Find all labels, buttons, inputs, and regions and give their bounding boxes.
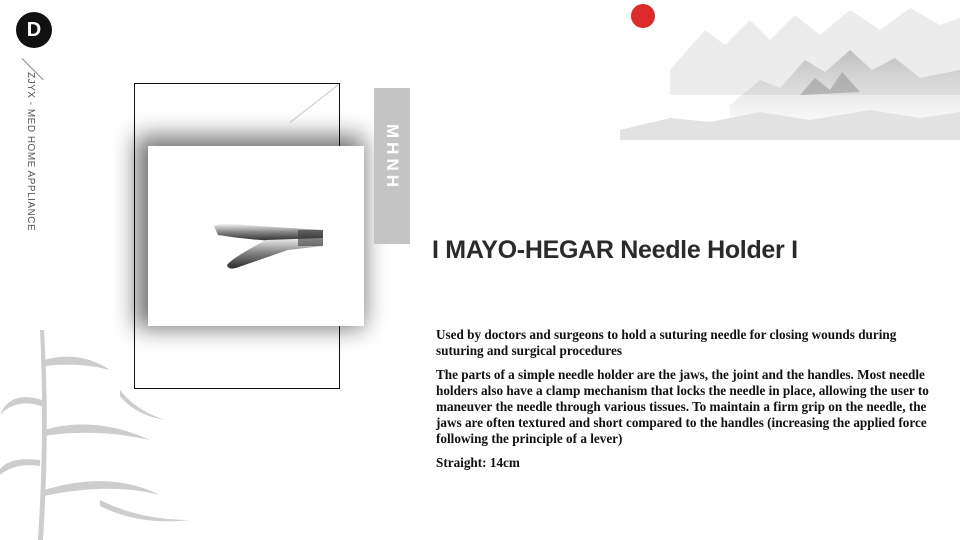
- ink-mountains-icon: [610, 0, 960, 150]
- description-paragraph: The parts of a simple needle holder are the jaws, the joint and the handles. Most needle holders also have a clamp mechanism that locks the needle in place, allowing the user to maneuver the needle through various tissues. To maintain a firm grip on the needle, the jaws are often textured and short compared to the handles (increasing the applied force following the principle of a lever): [436, 367, 929, 446]
- product-code: MHNH: [383, 124, 402, 191]
- product-description: [436, 327, 946, 479]
- product-title: I MAYO-HEGAR Needle Holder I: [432, 236, 798, 264]
- product-code-band: [374, 88, 410, 244]
- needle-holder-image-icon: [148, 146, 364, 326]
- product-size: Straight: 14cm: [436, 455, 520, 470]
- brand-side-text: ZJYX - MED HOME APPLIANCE: [25, 72, 36, 232]
- brand-logo: [16, 12, 52, 48]
- description-paragraph: Used by doctors and surgeons to hold a suturing needle for closing wounds during suturing and surgical procedures: [436, 327, 897, 358]
- brand-logo-letter: D: [26, 18, 42, 41]
- product-image-card: [148, 146, 364, 326]
